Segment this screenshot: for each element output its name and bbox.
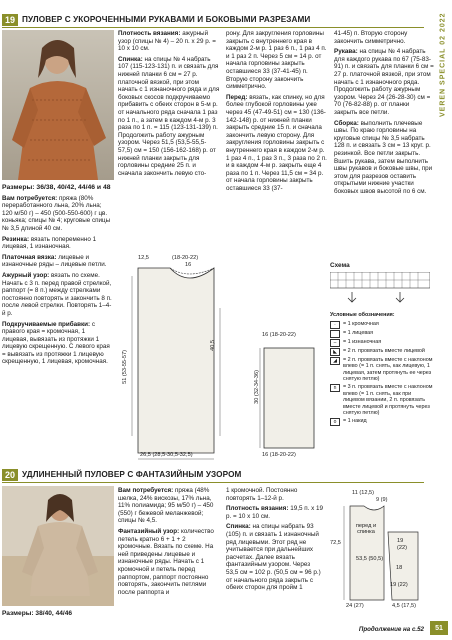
back-text-2: на спицы набрать 93 (105) п. и связать 1 изнаночный ряд лицевыми. Этот ряд не учитывается при дальнейших расчетах. Далее вязать фантазийным узором. Через 53,5 см = 102 р. (50,5 см = 96 р.) от начального ряда закрыть с обеих сторон для пройм 1 [226, 523, 321, 592]
label: Спинка: [118, 55, 143, 63]
dim2-top: 11 (12,5) [352, 490, 374, 496]
page-number: 51 [430, 621, 448, 635]
legend-text: = 1 кромочная [343, 320, 379, 327]
fancy-text-cont: 1 кромочной. Постоянно повторять 1–12-й р. [226, 487, 298, 502]
label: Спинка: [226, 523, 251, 531]
section-header [2, 13, 310, 26]
label: Вам потребуется: [2, 194, 58, 202]
materials-text: пряжа (80% переработанного льна, 20% льна; 120 м/50 г) – 450 (500-550-600) г цв. коньяка; спицы № 4; круговые спицы № 3,5 длиной 40 см. [2, 194, 111, 232]
section-title: ПУЛОВЕР С УКОРОЧЕННЫМИ РУКАВАМИ И БОКОВЫМИ РАЗРЕЗАМИ [22, 15, 311, 24]
legend-item [330, 418, 434, 426]
knitting-chart [330, 272, 430, 308]
garter-text: лицевые и изнаночные ряды – лицевые петли. [2, 253, 107, 269]
text-column-3 [226, 30, 328, 195]
legend-text: = 1 накид [343, 417, 367, 424]
rib-text: вязать попеременно 1 лицевая, 1 изнаночная. [2, 235, 97, 251]
schema-title: Схема [330, 262, 350, 269]
legend-symbol: n [330, 384, 340, 392]
legend-text: = 2 п. провязать вместе с наклоном влево (= 1 п. снять, как лицевую, 1 лицевая, затем протянуть ее через снятую петлю) [343, 356, 433, 383]
dim2-22: (22) [397, 545, 407, 551]
legend-text: = 3 п. провязать вместе с наклоном влево (= 1 п. снять, как при лицевом вязании, 2 п. провязать вместе лицевой и протянуть через снятую петлю) [343, 383, 433, 417]
label: Ажурный узор: [2, 271, 50, 279]
label: Рукава: [334, 48, 358, 56]
section-number: 20 [2, 469, 18, 481]
legend-symbol: o [330, 418, 340, 426]
dim-neck: (18-20-22) [172, 255, 199, 261]
dim2-front: перед и спинка [355, 523, 377, 535]
text-column-6 [226, 487, 324, 595]
legend-text: = 2 п. провязать вместе лицевой [343, 347, 425, 354]
pattern-diagram-2 [330, 488, 430, 608]
label: Сборка: [334, 119, 359, 127]
label: Подкручиваемые прибавки: [2, 320, 91, 328]
model-photo-1 [2, 30, 114, 180]
legend-item [330, 384, 434, 417]
section-title: УДЛИНЕННЫЙ ПУЛОВЕР С ФАНТАЗИЙНЫМ УЗОРОМ [22, 470, 242, 479]
dim2-18: 18 [396, 565, 403, 571]
density-text-2: 19,5 п. х 19 р. = 10 х 10 см. [226, 505, 324, 520]
sleeves-text: на спицы № 4 набрать для каждого рукава по 67 (75-83-91) п. и связать для планки 6 см = 27 р. платочной вязкой, при этом начать с 1 изнаночного ряда. Продолжить работу ажурным узором. Через 24 (26-28-30) см = 70 (76-82-88) р. от планки закрыть все петли. [334, 48, 434, 116]
text-column-5 [118, 487, 220, 599]
dim2-19: 19 [397, 538, 404, 544]
continue-note: Продолжение на с.52 [358, 626, 424, 633]
dim2-24: 24 (27) [346, 603, 364, 609]
lace-text: вязать по схеме. Начать с 3 п. перед правой стрелкой, раппорт (= 8 п.) между стрелками постоянно повторять и закончить 8 п. после левой стрелки. Повторять 1–4-й р. [2, 271, 112, 317]
label: Фантазийный узор: [118, 527, 180, 535]
legend-symbol [330, 330, 340, 338]
dim-bottom-width: 26,5 (28,5-30,5-32,5) [140, 452, 193, 458]
label: Вам потребуется: [118, 487, 174, 494]
section-number: 19 [2, 14, 18, 26]
section-header [2, 468, 241, 481]
dim2-w: 9 (9) [376, 497, 388, 503]
dim-sleeve-height: 30 (32-34-36) [254, 370, 260, 404]
text-column-2 [118, 30, 220, 180]
legend-symbol: ◢ [330, 357, 340, 365]
text-column-1 [2, 184, 112, 369]
legend-item [330, 321, 434, 329]
back-text: на спицы № 4 набрать 107 (115-123-131) п. и связать для нижней планки 6 см = 27 р. платочной вязкой, при этом начать с 1 изнаночного ряда и для боковых скосов подкручиваемо прибавить с обеих сторон в 5-м р. от начального ряда сначала 1 раз по 1 п., а затем в каждом 4-м р. 3 раза по 1 п. = 115 (123-131-139) п. Продолжить работу ажурным узором. Через 51,5 (53,5-55,5-57,5) см = 150 (156-162-168) р. от нижней планки закрыть для горловины средние 25 п. и сначала закончить левую сто- [118, 55, 220, 177]
assembly-text: выполнить плечевые швы. По краю горловины на круговые спицы № 3,5 набрать 128 п. и связать 3 см = 13 круг. р. резинкой. Все петли закрыть. Вшить рукава, затем выполнить швы рукавов и боковые швы, при этом для разрезов оставить открытыми нижние участки боковых швов высотой по 6 см. [334, 119, 433, 195]
label: Платочная вязка: [2, 253, 57, 261]
legend-symbol: · [330, 321, 340, 329]
dim-sleeve-bottom: 16 (18-20-22) [262, 452, 296, 458]
density-text: ажурный узор (спицы № 4) – 20 п. х 29 р. = 10 х 10 см. [118, 30, 216, 53]
inc-text: с правого края = кромочная, 1 лицевая, вывязать из протяжки 1 лицевую скрещенную. С левого края = вывязать из протяжки 1 лицевую скрещенную, 1 лицевая, кромочная. [2, 320, 110, 366]
legend-symbol: ◣ [330, 348, 340, 356]
front-text-cont: 41-45) п. Вторую сторону закончить симметрично. [334, 30, 408, 45]
dim2-height2: 53,5 (50,5) [356, 556, 384, 562]
dim2-17: 4,5 (17,5) [392, 603, 416, 609]
legend [330, 312, 434, 427]
legend-text: = 1 лицевая [343, 329, 374, 336]
dim-left-height: 51 (53-55-57) [122, 350, 128, 384]
magazine-side-title: VEREN SPECIAL 02 2022 [439, 12, 447, 118]
divider [2, 482, 424, 483]
dim-top: 12,5 [138, 255, 149, 261]
label: Плотность вязания: [226, 505, 289, 513]
text-column-4 [334, 30, 434, 198]
dim2-19b: 19 (22) [390, 582, 408, 588]
label: Перед: [226, 93, 248, 101]
dim2-height: 72,5 [330, 540, 341, 546]
fancy-text: количество петель кратно 6 + 1 + 2 кромочные. Вязать по схеме. На ней приведены лицевые и изнаночные ряды. Начать с 1 кромочной и петель перед раппортом, раппорт постоянно повторять, закончить петлями после раппорта и [118, 527, 214, 596]
dim-neck2: 16 [185, 262, 192, 268]
materials-text-2: пряжа (48% шелка, 24% вискозы, 17% льна, 11% полиамида; 95 м/50 г) – 450 (550) г бежевой меланжевой; спицы № 4,5. [118, 487, 214, 525]
label: Плотность вязания: [118, 30, 181, 37]
legend-item [330, 339, 434, 347]
legend-text: = 1 изнаночная [343, 338, 382, 345]
legend-item [330, 348, 434, 356]
legend-title: Условные обозначения: [330, 312, 395, 318]
legend-symbol: – [330, 339, 340, 347]
divider [2, 27, 424, 28]
dim-right-height: 40,5 [210, 340, 216, 351]
legend-item [330, 357, 434, 383]
dim-sleeve-top: 16 (18-20-22) [262, 332, 296, 338]
back-text-cont: рону. Для закругления горловины закрыть с внутреннего края в каждом 2-м р. 1 раз 6 п., 1 раз 4 п. и 1 раз 2 п. Через 5 см = 14 р. от начала горловины закрыть оставшиеся 33 (37-41-45) п. Вторую сторону закончить симметрично. [226, 30, 327, 91]
front-text: вязать, как спинку, но для более глубокой горловины уже через 45 (47-49-51) см = 130 (136-142-148) р. от нижней планки закрыть средние 15 п. и сначала закончить левую сторону. Для закругления горловины закрыть с внутреннего края в каждом 2-м р. 1 раз 4 п., 1 раз 3 п., 3 раза по 2 п. и в каждом 4-м р. закрыть еще 4 раза по 1 п. Через 11,5 см = 34 р. от начала горловины закрыть оставшиеся 33 (37- [226, 93, 327, 192]
pattern-diagram-1 [118, 248, 318, 460]
legend-item [330, 330, 434, 338]
label: Резинка: [2, 235, 30, 243]
model-photo-2 [2, 486, 114, 606]
sizes: Размеры: 36/38, 40/42, 44/46 и 48 [2, 184, 111, 191]
sizes-2: Размеры: 38/40, 44/46 [2, 610, 73, 617]
